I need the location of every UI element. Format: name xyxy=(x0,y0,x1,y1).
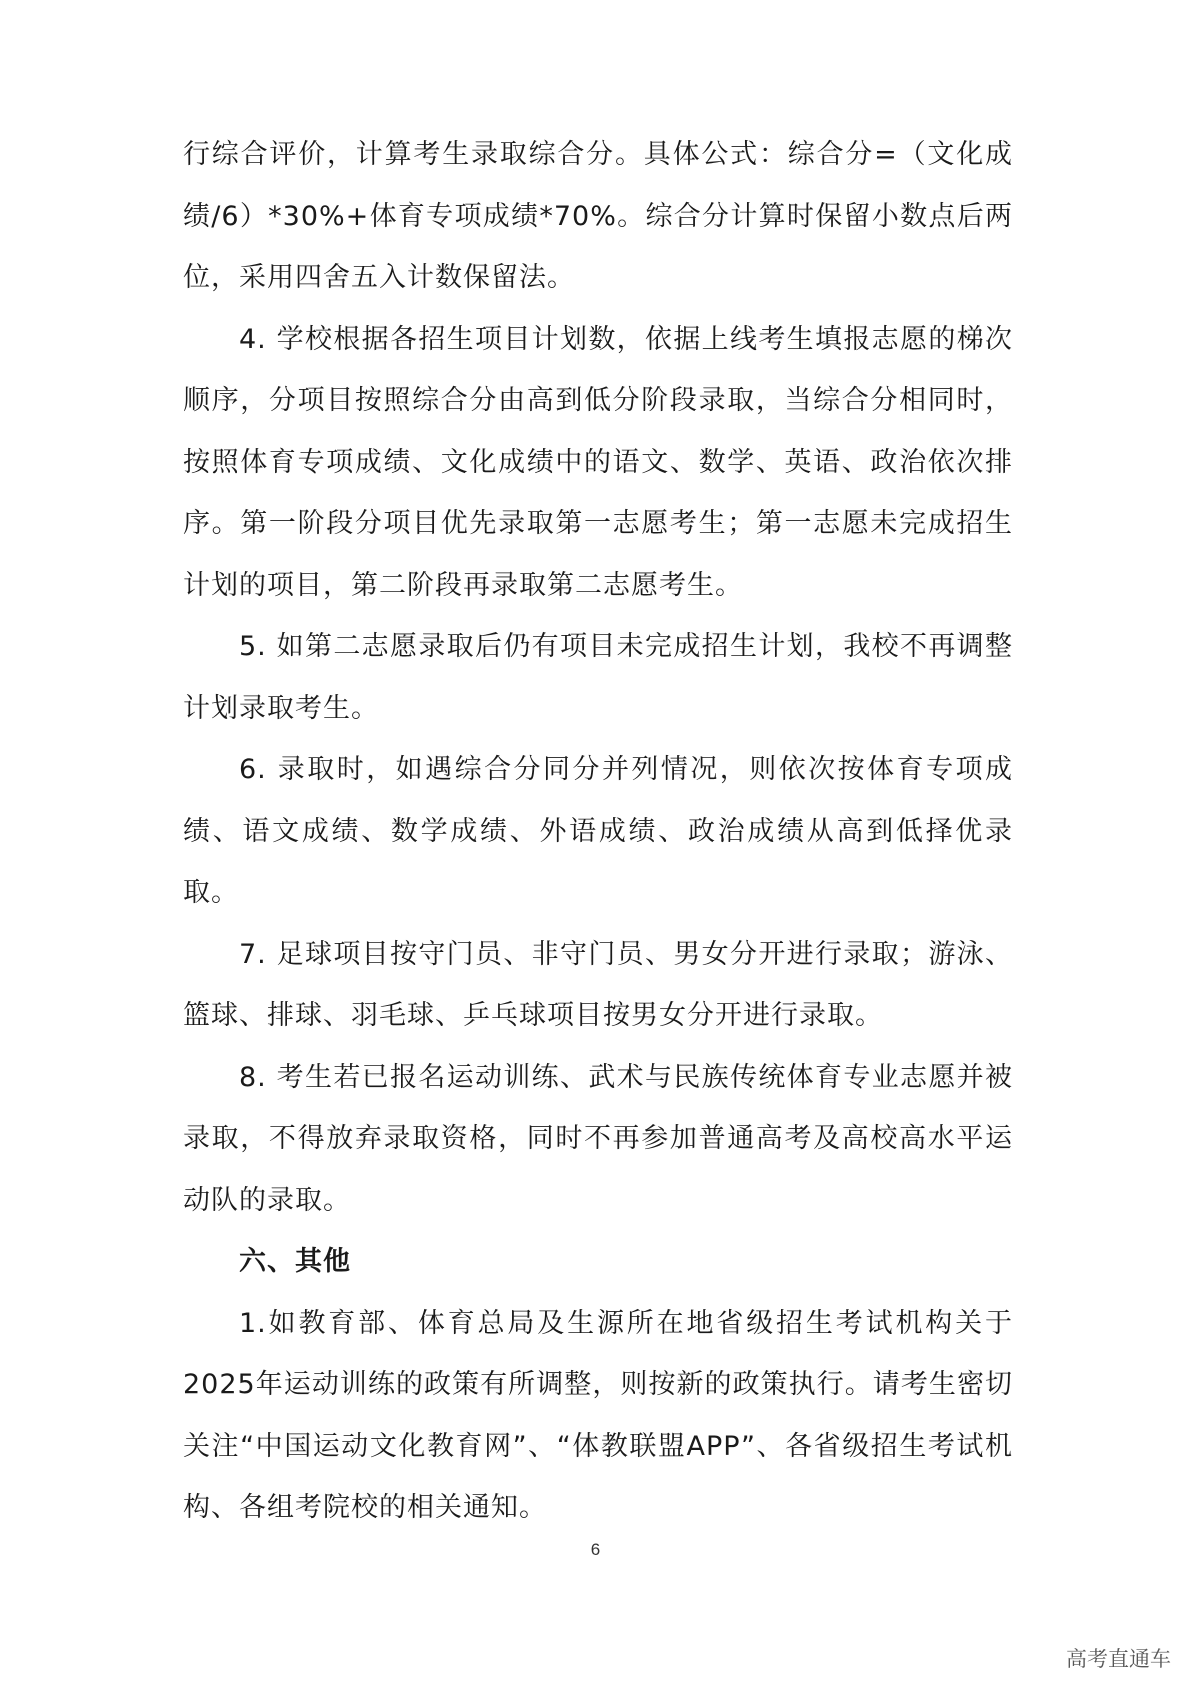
document-body xyxy=(183,124,1013,1539)
paragraph-other-1: 1.如教育部、体育总局及生源所在地省级招生考试机构关于2025年运动训练的政策有所调整，则按新的政策执行。请考生密切关注“中国运动文化教育网”、“体教联盟APP”、各省级招生考试机构、各组考院校的相关通知。 xyxy=(183,1307,1013,1523)
paragraph-item-4: 4. 学校根据各招生项目计划数，依据上线考生填报志愿的梯次顺序，分项目按照综合分由高到低分阶段录取，当综合分相同时，按照体育专项成绩、文化成绩中的语文、数学、英语、政治依次排序。第一阶段分项目优先录取第一志愿考生；第一志愿未完成招生计划的项目，第二阶段再录取第二志愿考生。 xyxy=(183,323,1013,601)
paragraph-item-5: 5. 如第二志愿录取后仍有项目未完成招生计划，我校不再调整计划录取考生。 xyxy=(183,631,1013,724)
section-heading-other: 六、其他 xyxy=(239,1246,351,1277)
page-number: 6 xyxy=(590,1540,601,1559)
paragraph-item-8: 8. 考生若已报名运动训练、武术与民族传统体育专业志愿并被录取，不得放弃录取资格，同时不再参加普通高考及高校高水平运动队的录取。 xyxy=(183,1061,1013,1216)
watermark: 高考直通车 xyxy=(1066,1647,1171,1671)
paragraph-formula: 行综合评价，计算考生录取综合分。具体公式：综合分=（文化成绩/6）*30%+体育专项成绩*70%。综合分计算时保留小数点后两位，采用四舍五入计数保留法。 xyxy=(183,139,1013,293)
paragraph-item-7: 7. 足球项目按守门员、非守门员、男女分开进行录取；游泳、篮球、排球、羽毛球、乒乓球项目按男女分开进行录取。 xyxy=(183,938,1013,1031)
paragraph-item-6: 6. 录取时，如遇综合分同分并列情况，则依次按体育专项成绩、语文成绩、数学成绩、外语成绩、政治成绩从高到低择优录取。 xyxy=(183,754,1013,908)
